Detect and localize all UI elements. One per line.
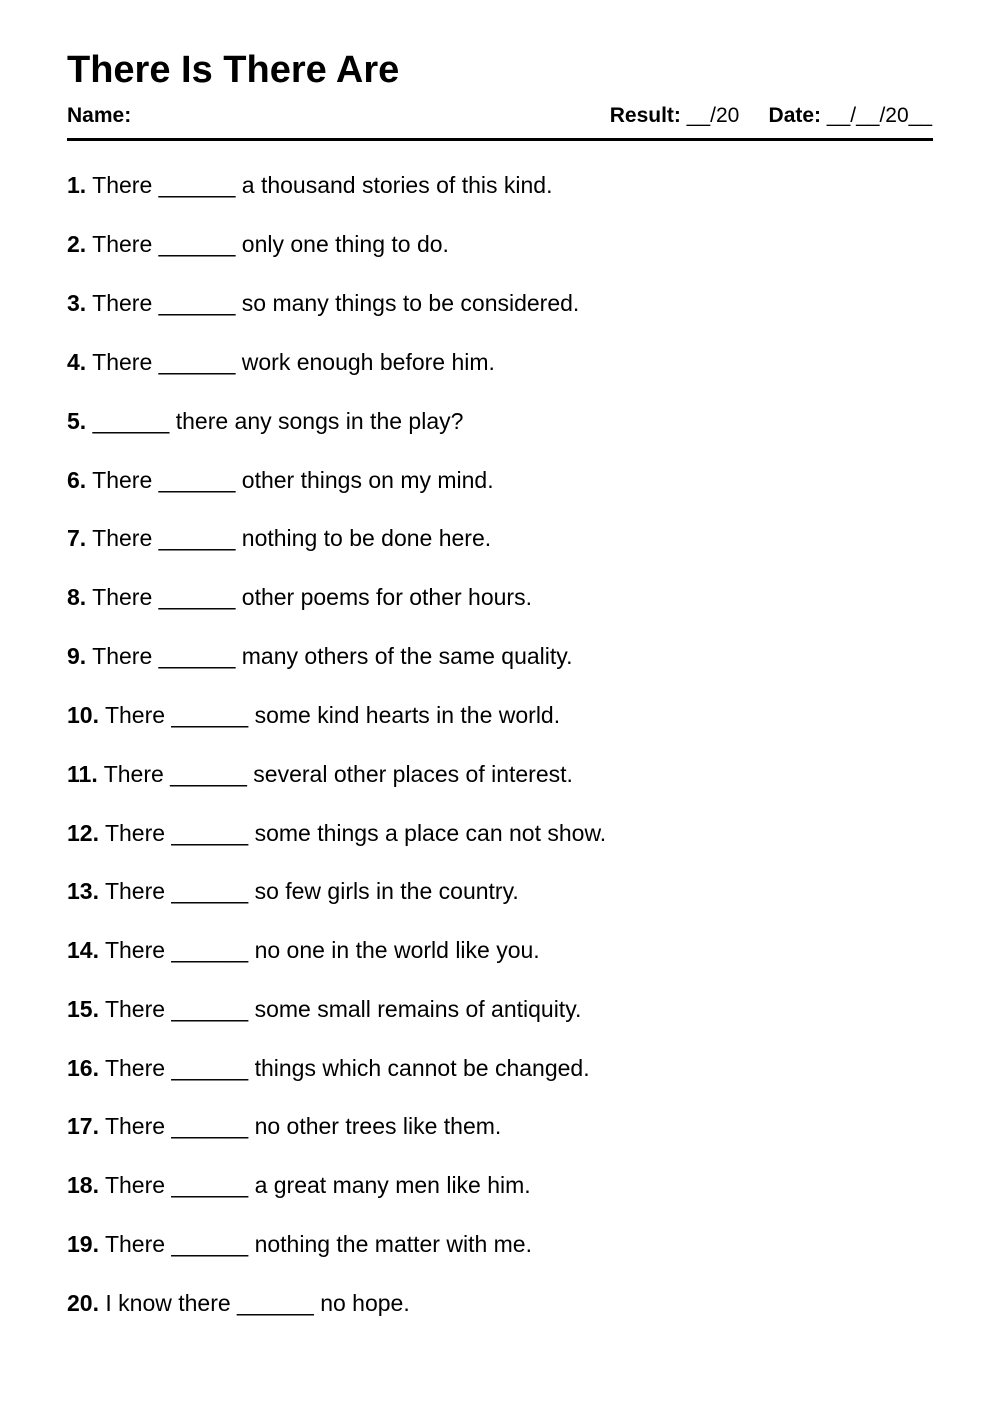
question-text: There ______ no one in the world like you. [98, 937, 540, 963]
question-number: 7. [67, 525, 87, 551]
question-item [67, 170, 552, 200]
question-item [67, 1111, 501, 1141]
question-text: There ______ work enough before him. [86, 349, 495, 375]
question-text: I know there ______ no hope. [98, 1290, 410, 1316]
question-text: There ______ things which cannot be changed. [98, 1055, 590, 1081]
question-item [67, 523, 491, 553]
question-number: 11. [67, 761, 98, 787]
question-text: There ______ a thousand stories of this kind. [86, 172, 553, 198]
question-text: There ______ other things on my mind. [86, 467, 494, 493]
question-item [67, 1170, 531, 1200]
question-item [67, 1288, 410, 1318]
question-item [67, 288, 579, 318]
name-label: Name: [67, 104, 132, 127]
question-text: There ______ many others of the same quality. [86, 643, 573, 669]
question-item [67, 818, 606, 848]
result-label: Result: [609, 104, 681, 127]
question-number: 15. [67, 996, 99, 1022]
question-number: 1. [67, 172, 87, 198]
question-text: There ______ some things a place can not show. [98, 820, 607, 846]
question-number: 3. [67, 290, 87, 316]
question-text: There ______ some small remains of antiquity. [98, 996, 582, 1022]
question-item [67, 406, 463, 436]
question-item [67, 759, 573, 789]
question-item [67, 641, 572, 671]
question-text: There ______ so many things to be considered. [86, 290, 580, 316]
question-text: There ______ nothing to be done here. [86, 525, 492, 551]
question-number: 5. [67, 408, 87, 434]
question-number: 12. [67, 820, 99, 846]
question-number: 4. [67, 349, 87, 375]
question-item [67, 229, 449, 259]
question-text: There ______ no other trees like them. [98, 1113, 502, 1139]
question-number: 14. [67, 937, 99, 963]
date-label: Date: [768, 104, 822, 127]
question-text: ______ there any songs in the play? [86, 408, 464, 434]
question-item [67, 582, 532, 612]
question-item [67, 1053, 590, 1083]
result-value: __/20 [686, 104, 740, 127]
question-number: 10. [67, 702, 99, 728]
header-meta [67, 102, 932, 130]
question-text: There ______ so few girls in the country. [98, 878, 519, 904]
question-item [67, 876, 519, 906]
question-item [67, 1229, 532, 1259]
question-text: There ______ only one thing to do. [86, 231, 449, 257]
question-text: There ______ nothing the matter with me. [98, 1231, 532, 1257]
header-divider [67, 138, 933, 141]
question-number: 9. [67, 643, 87, 669]
worksheet-title: There Is There Are [67, 49, 400, 91]
question-item [67, 935, 540, 965]
date-value: __/__/20__ [826, 104, 932, 127]
question-number: 17. [67, 1113, 99, 1139]
question-item [67, 347, 495, 377]
question-text: There ______ some kind hearts in the world. [98, 702, 561, 728]
question-number: 6. [67, 467, 87, 493]
question-number: 16. [67, 1055, 99, 1081]
question-number: 19. [67, 1231, 99, 1257]
question-item [67, 994, 581, 1024]
question-number: 13. [67, 878, 99, 904]
question-text: There ______ a great many men like him. [98, 1172, 531, 1198]
question-text: There ______ other poems for other hours. [86, 584, 532, 610]
question-item [67, 700, 560, 730]
question-number: 8. [67, 584, 87, 610]
question-number: 20. [67, 1290, 99, 1316]
question-number: 2. [67, 231, 87, 257]
result-date-group [610, 102, 932, 130]
question-item [67, 465, 494, 495]
question-text: There ______ several other places of interest. [97, 761, 573, 787]
question-number: 18. [67, 1172, 99, 1198]
